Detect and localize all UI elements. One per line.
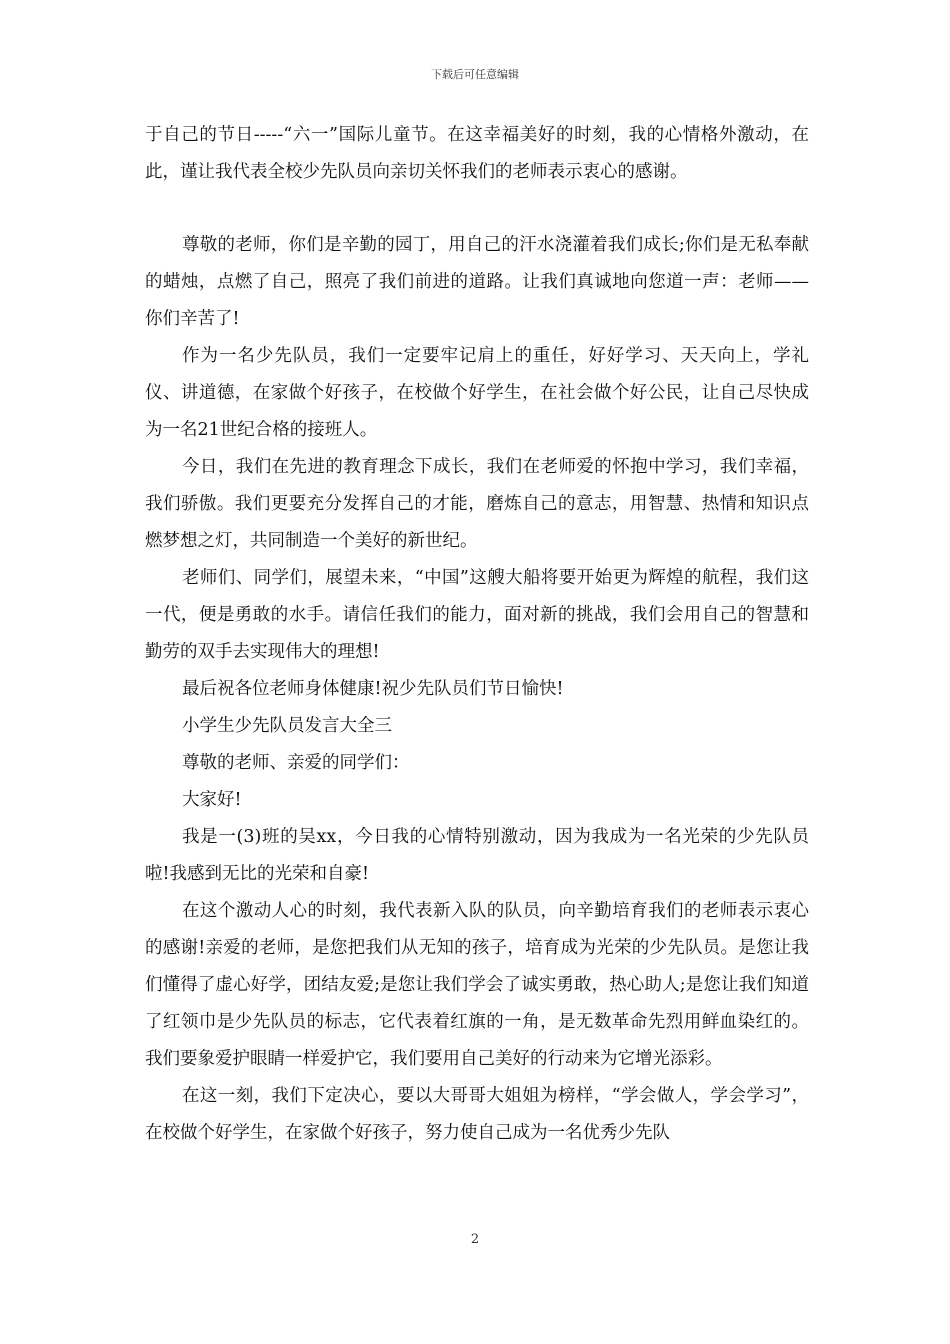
greeting: 大家好! [182, 790, 242, 810]
paragraph-1: 于自己的节日-----“六一”国际儿童节。在这幸福美好的时刻，我的心情格外激动，在此，谨让我代表全校少先队员向亲切关怀我们的老师表示衷心的感谢。 [145, 125, 809, 182]
paragraph-12: 在这一刻，我们下定决心，要以大哥哥大姐姐为榜样，“学会做人，学会学习”，在校做个好学生，在家做个好孩子，努力使自己成为一名优秀少先队 [145, 1086, 809, 1143]
paragraph-4: 今日，我们在先进的教育理念下成长，我们在老师爱的怀抱中学习，我们幸福，我们骄傲。我们更要充分发挥自己的才能，磨炼自己的意志，用智慧、热情和知识点燃梦想之灯，共同制造一个美好的新世纪。 [145, 457, 809, 551]
paragraph-11: 在这个激动人心的时刻，我代表新入队的队员，向辛勤培育我们的老师表示衷心的感谢!亲爱的老师，是您把我们从无知的孩子，培育成为光荣的少先队员。是您让我们懂得了虚心好学，团结友爱;是您让我们学会了诚实勇敢，热心助人;是您让我们知道了红领巾是少先队员的标志，它代表着红旗的一角，是无数革命先烈用鲜血染红的。我们要象爱护眼睛一样爱护它，我们要用自己美好的行动来为它增光添彩。 [145, 901, 809, 1069]
section-title: 小学生少先队员发言大全三 [182, 716, 392, 736]
paragraph-10: 我是一(3)班的吴xx，今日我的心情特别激动，因为我成为一名光荣的少先队员啦!我感到无比的光荣和自豪! [145, 827, 809, 884]
paragraph-3: 作为一名少先队员，我们一定要牢记肩上的重任，好好学习、天天向上，学礼仪、讲道德，在家做个好孩子，在校做个好学生，在社会做个好公民，让自己尽快成为一名21世纪合格的接班人。 [145, 346, 809, 440]
page-number: 2 [470, 1232, 480, 1247]
paragraph-2: 尊敬的老师，你们是辛勤的园丁，用自己的汗水浇灌着我们成长;你们是无私奉献的蜡烛，点燃了自己，照亮了我们前进的道路。让我们真诚地向您道一声：老师——你们辛苦了! [145, 235, 809, 329]
paragraph-6: 最后祝各位老师身体健康!祝少先队员们节日愉快! [182, 679, 564, 699]
paragraph-5: 老师们、同学们，展望未来，“中国”这艘大船将要开始更为辉煌的航程，我们这一代，便是勇敢的水手。请信任我们的能力，面对新的挑战，我们会用自己的智慧和勤劳的双手去实现伟大的理想! [145, 568, 809, 662]
salutation: 尊敬的老师、亲爱的同学们： [182, 753, 410, 773]
page-header-note: 下载后可任意编辑 [431, 68, 519, 81]
document-body [145, 117, 809, 1152]
